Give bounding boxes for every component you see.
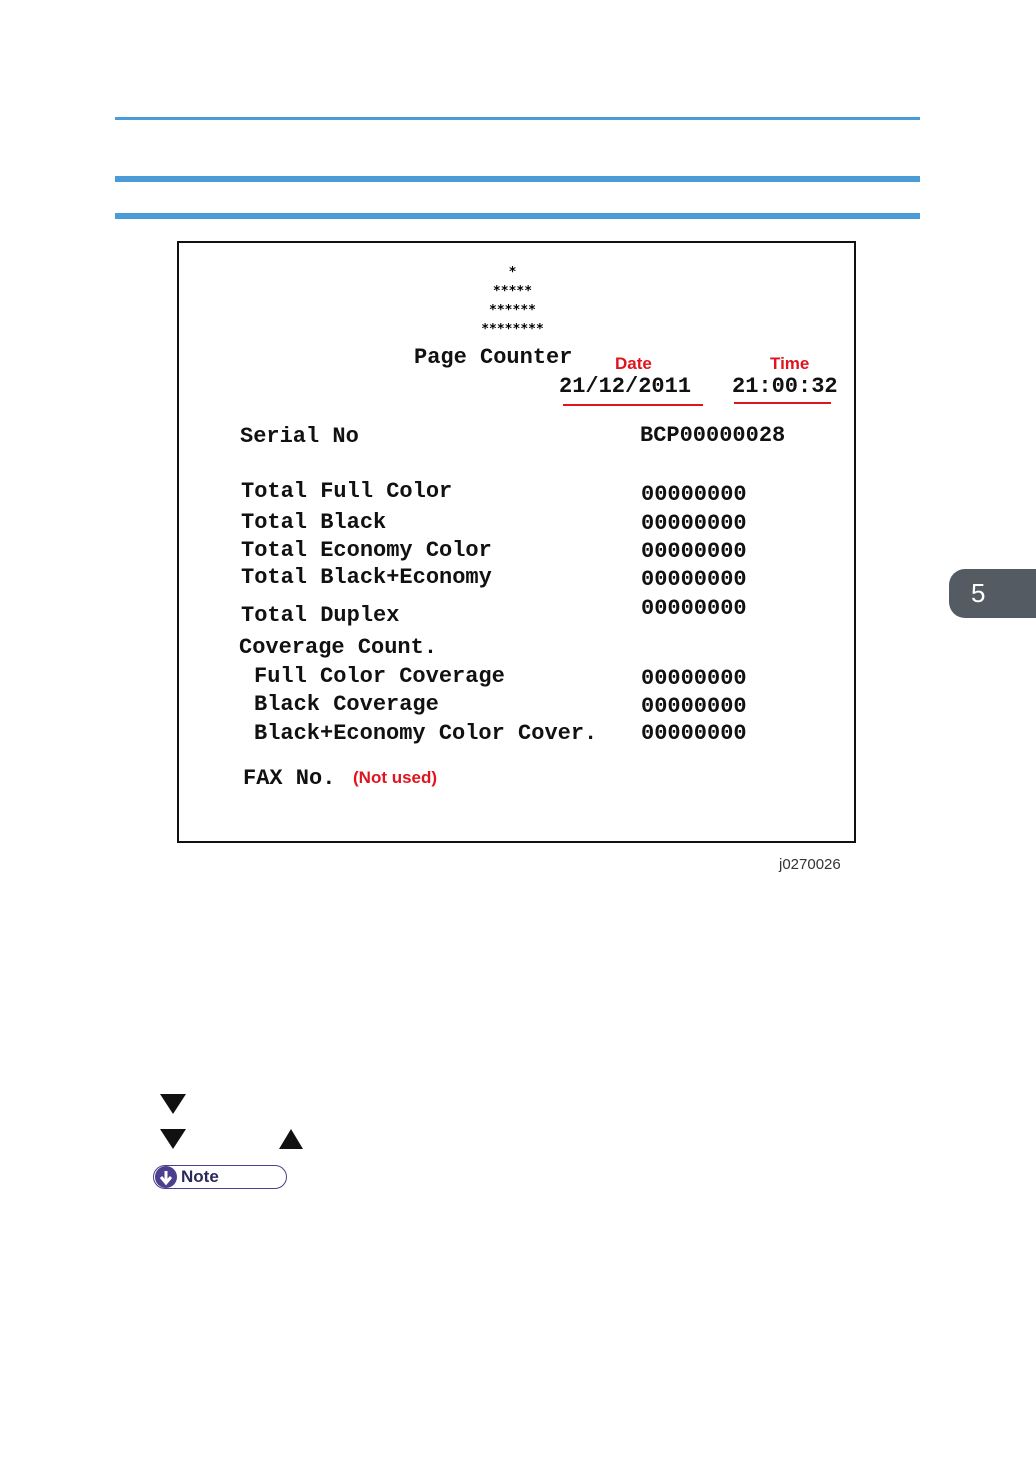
note-label: Note <box>181 1167 219 1186</box>
row-label: Total Black+Economy <box>241 565 492 590</box>
coverage-row-label: Black+Economy Color Cover. <box>254 721 598 746</box>
report-time: 21:00:32 <box>732 374 838 399</box>
report-star-line-2: ***** <box>492 284 533 299</box>
row-value: 00000000 <box>641 539 747 564</box>
chapter-tab[interactable]: 5 <box>949 569 1036 618</box>
page-counter-report <box>177 241 856 843</box>
report-title: Page Counter <box>414 345 573 370</box>
header-rule-top <box>115 117 920 120</box>
coverage-row-value: 00000000 <box>641 694 747 719</box>
row-label: Total Full Color <box>241 479 453 504</box>
fax-not-used-annotation: (Not used) <box>353 768 438 787</box>
figure-id: j0270026 <box>779 856 841 873</box>
fax-label: FAX No. <box>243 766 336 791</box>
row-value: 00000000 <box>641 482 747 507</box>
serial-label: Serial No <box>240 424 359 449</box>
coverage-row-value: 00000000 <box>641 666 747 691</box>
coverage-row-label: Black Coverage <box>254 692 439 717</box>
coverage-heading: Coverage Count. <box>239 635 438 660</box>
up-arrow-key-icon <box>279 1129 303 1149</box>
report-star-line-4: ******** <box>481 322 544 337</box>
down-arrow-key-icon <box>160 1094 186 1114</box>
row-value: 00000000 <box>641 567 747 592</box>
down-arrow-key-icon <box>160 1129 186 1149</box>
header-rule-bottom <box>115 213 920 219</box>
time-annotation: Time <box>770 354 810 373</box>
row-label: Total Economy Color <box>241 538 492 563</box>
header-rule-middle <box>115 176 920 182</box>
time-underline <box>734 402 831 404</box>
row-label: Total Black <box>241 510 387 535</box>
down-arrow-circle-icon <box>155 1166 177 1188</box>
date-underline <box>563 404 703 406</box>
row-label: Total Duplex <box>241 603 400 628</box>
report-star-line-3: ****** <box>489 303 536 318</box>
coverage-row-value: 00000000 <box>641 721 747 746</box>
report-star-line-1: * <box>508 265 517 280</box>
row-value: 00000000 <box>641 511 747 536</box>
report-date: 21/12/2011 <box>559 374 692 399</box>
coverage-row-label: Full Color Coverage <box>254 664 505 689</box>
date-annotation: Date <box>615 354 652 373</box>
note-badge <box>153 1165 287 1189</box>
row-value: 00000000 <box>641 596 747 621</box>
serial-value: BCP00000028 <box>640 423 786 448</box>
